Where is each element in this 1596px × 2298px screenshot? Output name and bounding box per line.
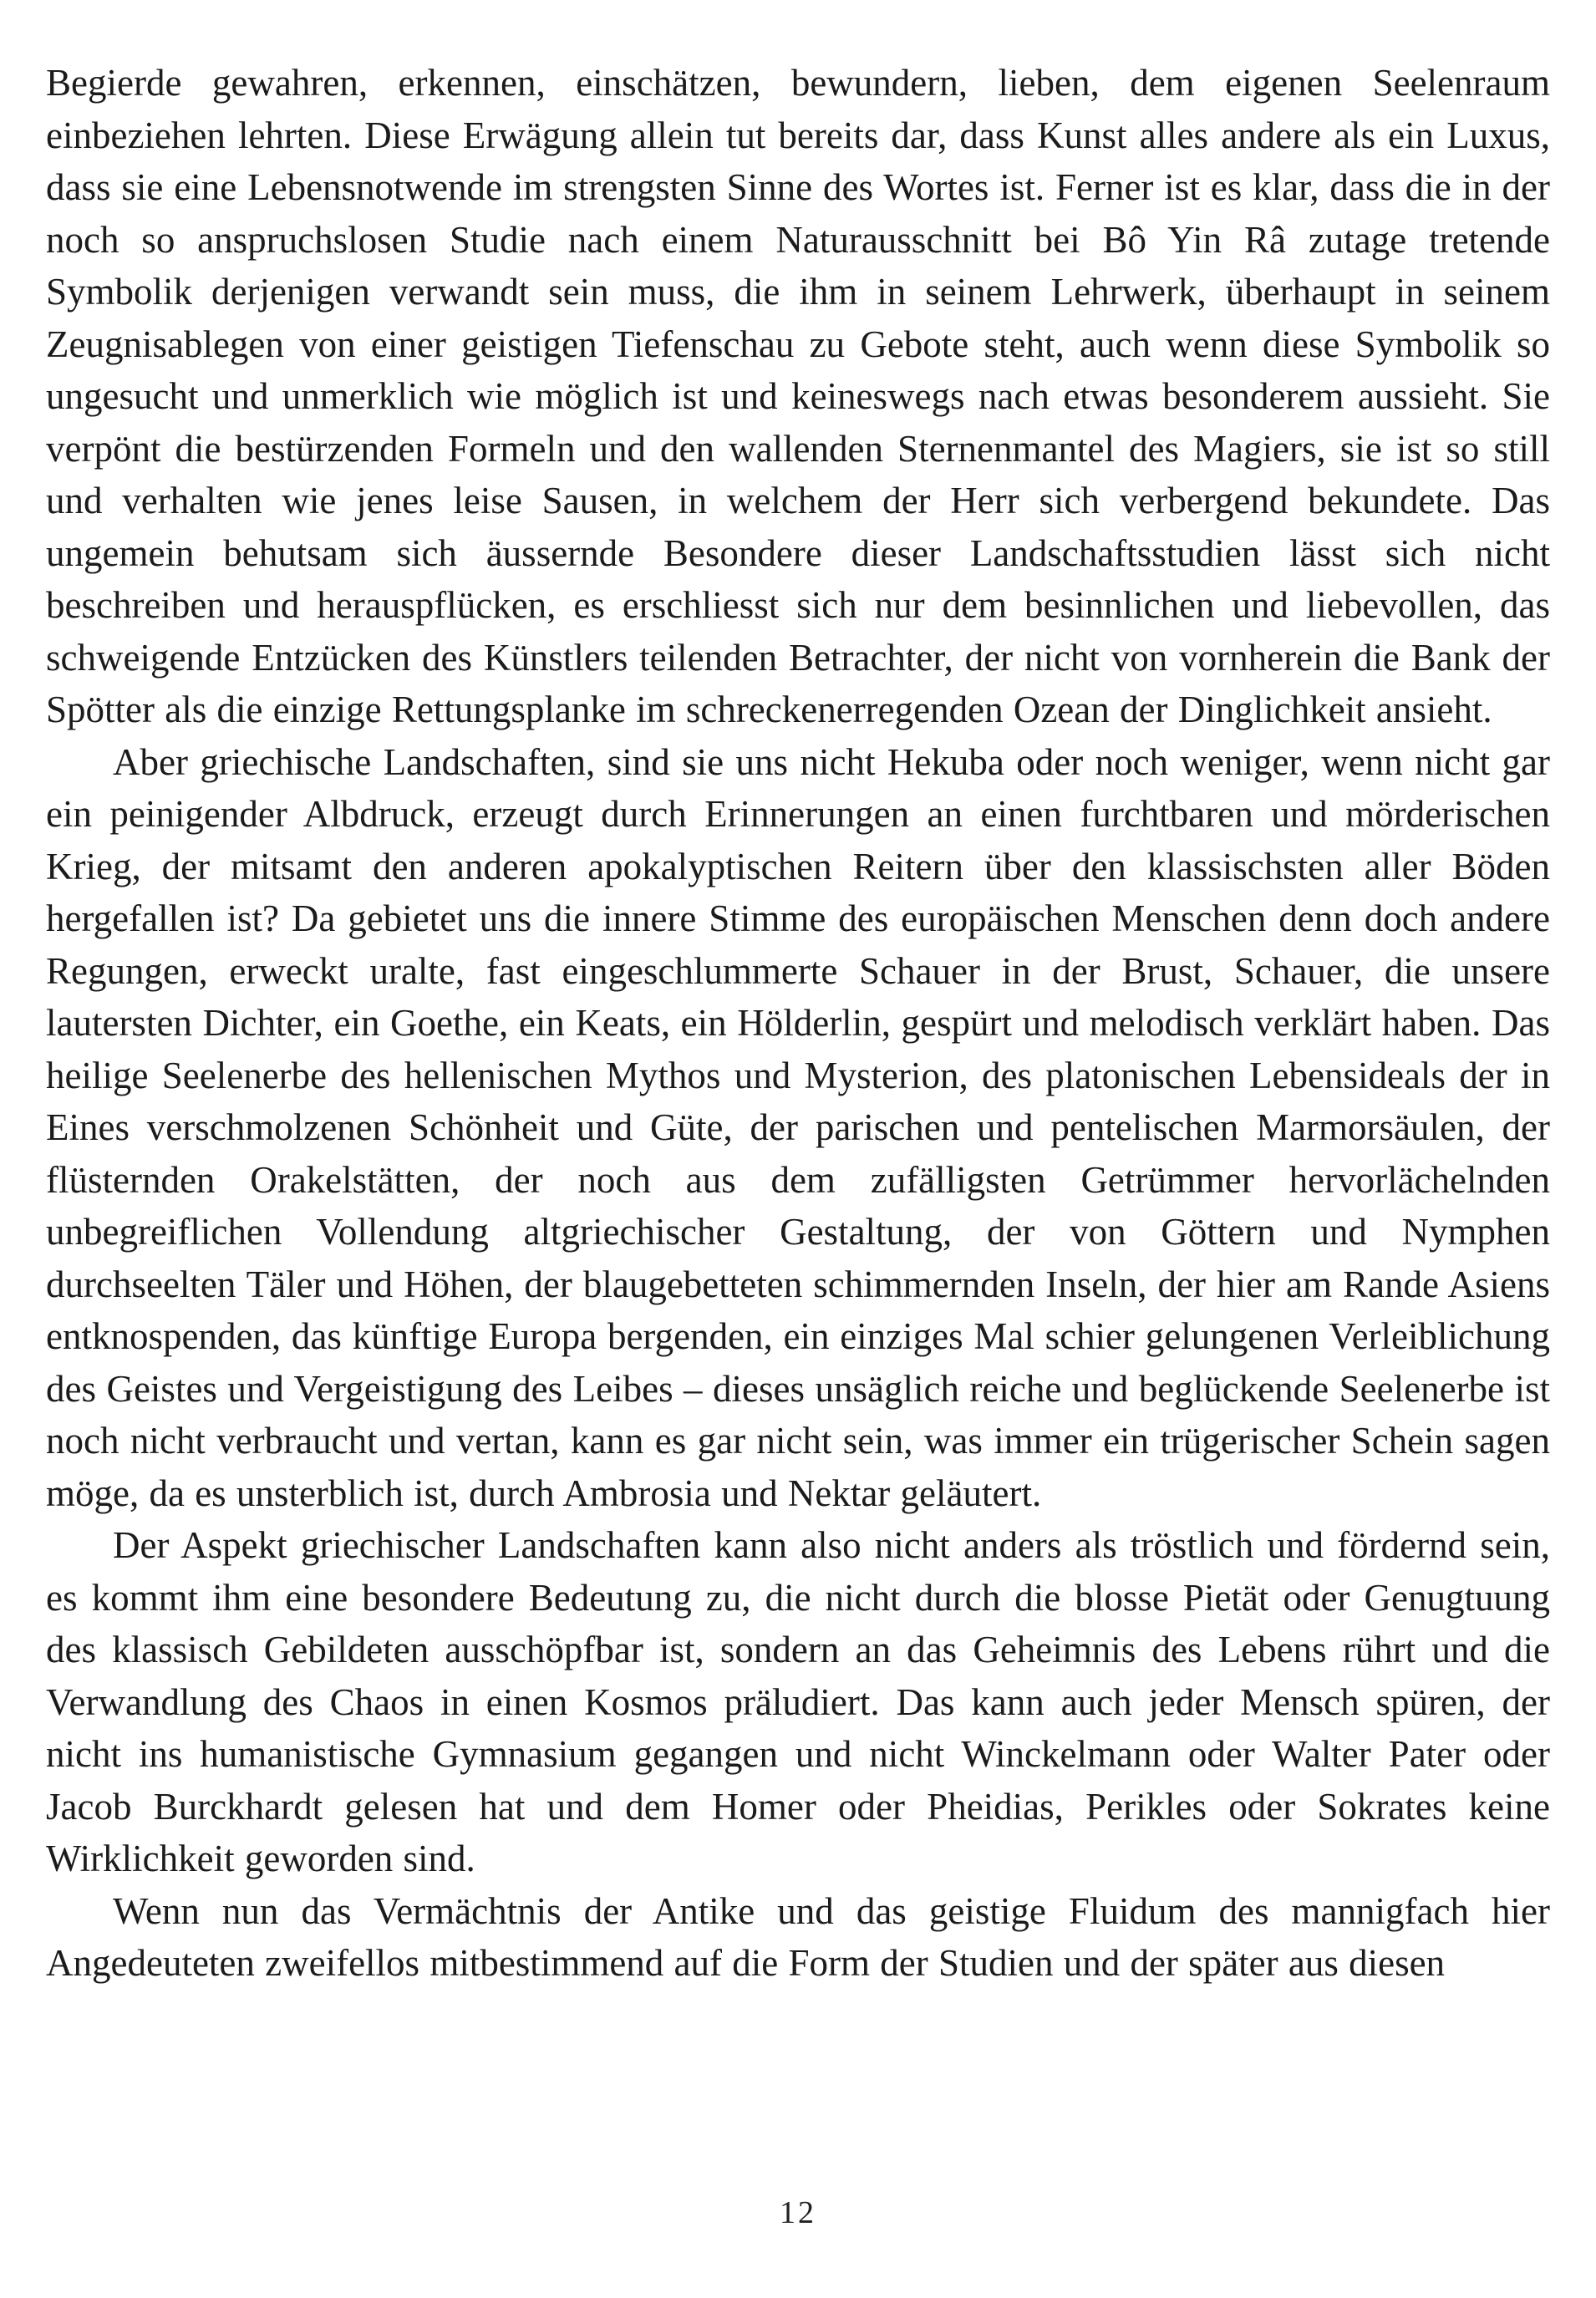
paragraph-aspect: Der Aspekt griechischer Landschaften kann also nicht anders als tröstlich und fördernd sein, es kommt ihm eine besondere Bedeutung zu, die nicht durch die blosse Pietät oder Genugtuung des klassisch Gebildeten ausschöpfbar ist, sondern an das Geheimnis des Lebens rührt und die Verwandlung des Chaos in einen Kosmos präludiert. Das kann auch jeder Mensch spüren, der nicht ins humanistische Gymnasium gegangen und nicht Winckelmann oder Walter Pater oder Jacob Burckhardt gelesen hat und dem Homer oder Pheidias, Perikles oder Sokrates keine Wirklichkeit geworden sind. (46, 1524, 1550, 1879)
page-number: 12 (780, 2195, 816, 2230)
paragraph-greek-landscapes: Aber griechische Landschaften, sind sie uns nicht Hekuba oder noch weniger, wenn nicht gar ein peinigender Albdruck, erzeugt durch Erinnerungen an einen furchtbaren und mörderischen Krieg, der mitsamt den anderen apokalyptischen Reitern über den klassischsten aller Böden hergefallen ist? Da gebietet uns die innere Stimme des europäischen Menschen denn doch andere Regungen, erweckt uralte, fast eingeschlummerte Schauer in der Brust, Schauer, die unsere lautersten Dichter, ein Goethe, ein Keats, ein Hölderlin, gespürt und melodisch verklärt haben. Das heilige Seelenerbe des hellenischen Mythos und Mysterion, des platonischen Lebensideals der in Eines verschmolzenen Schönheit und Güte, der parischen und pentelischen Marmorsäulen, der flüsternden Orakelstätten, der noch aus dem zufälligsten Getrümmer hervorlächelnden unbegreiflichen Vollendung altgriechischer Gestaltung, der von Göttern und Nymphen durchseelten Täler und Höhen, der blaugebetteten schimmernden Inseln, der hier am Rande Asiens entknospenden, das künftige Europa bergenden, ein einziges Mal schier gelungenen Verleiblichung des Geistes und Vergeistigung des Leibes – dieses unsäglich reiche und beglückende Seelenerbe ist noch nicht verbraucht und vertan, kann es gar nicht sein, was immer ein trügerischer Schein sagen möge, da es unsterblich ist, durch Ambrosia und Nektar geläutert. (46, 740, 1550, 1514)
page-body (46, 57, 1550, 1990)
paragraph-continued: Begierde gewahren, erkennen, einschätzen, bewundern, lieben, dem eigenen Seelenraum einbeziehen lehrten. Diese Erwägung allein tut bereits dar, dass Kunst alles andere als ein Luxus, dass sie eine Lebensnotwende im strengsten Sinne des Wortes ist. Ferner ist es klar, dass die in der noch so anspruchslosen Studie nach einem Naturausschnitt bei Bô Yin Râ zutage tretende Symbolik derjenigen verwandt sein muss, die ihm in seinem Lehrwerk, überhaupt in seinem Zeugnisablegen von einer geistigen Tiefenschau zu Gebote steht, auch wenn diese Symbolik so ungesucht und unmerklich wie möglich ist und keineswegs nach etwas besonderem aussieht. Sie verpönt die bestürzenden Formeln und den wallenden Sternenmantel des Magiers, sie ist so still und verhalten wie jenes leise Sausen, in welchem der Herr sich verbergend bekundete. Das ungemein behutsam sich äussernde Besondere dieser Landschaftsstudien lässt sich nicht beschreiben und herauspflücken, es erschliesst sich nur dem besinnlichen und liebevollen, das schweigende Entzücken des Künstlers teilenden Betrachter, der nicht von vornherein die Bank der Spötter als die einzige Rettungsplanke im schreckenerregenden Ozean der Dinglichkeit ansieht. (46, 62, 1550, 730)
paragraph-legacy: Wenn nun das Vermächtnis der Antike und das geistige Fluidum des mannigfach hier Angedeuteten zweifellos mitbestimmend auf die Form der Studien und der später aus diesen (46, 1889, 1550, 1984)
